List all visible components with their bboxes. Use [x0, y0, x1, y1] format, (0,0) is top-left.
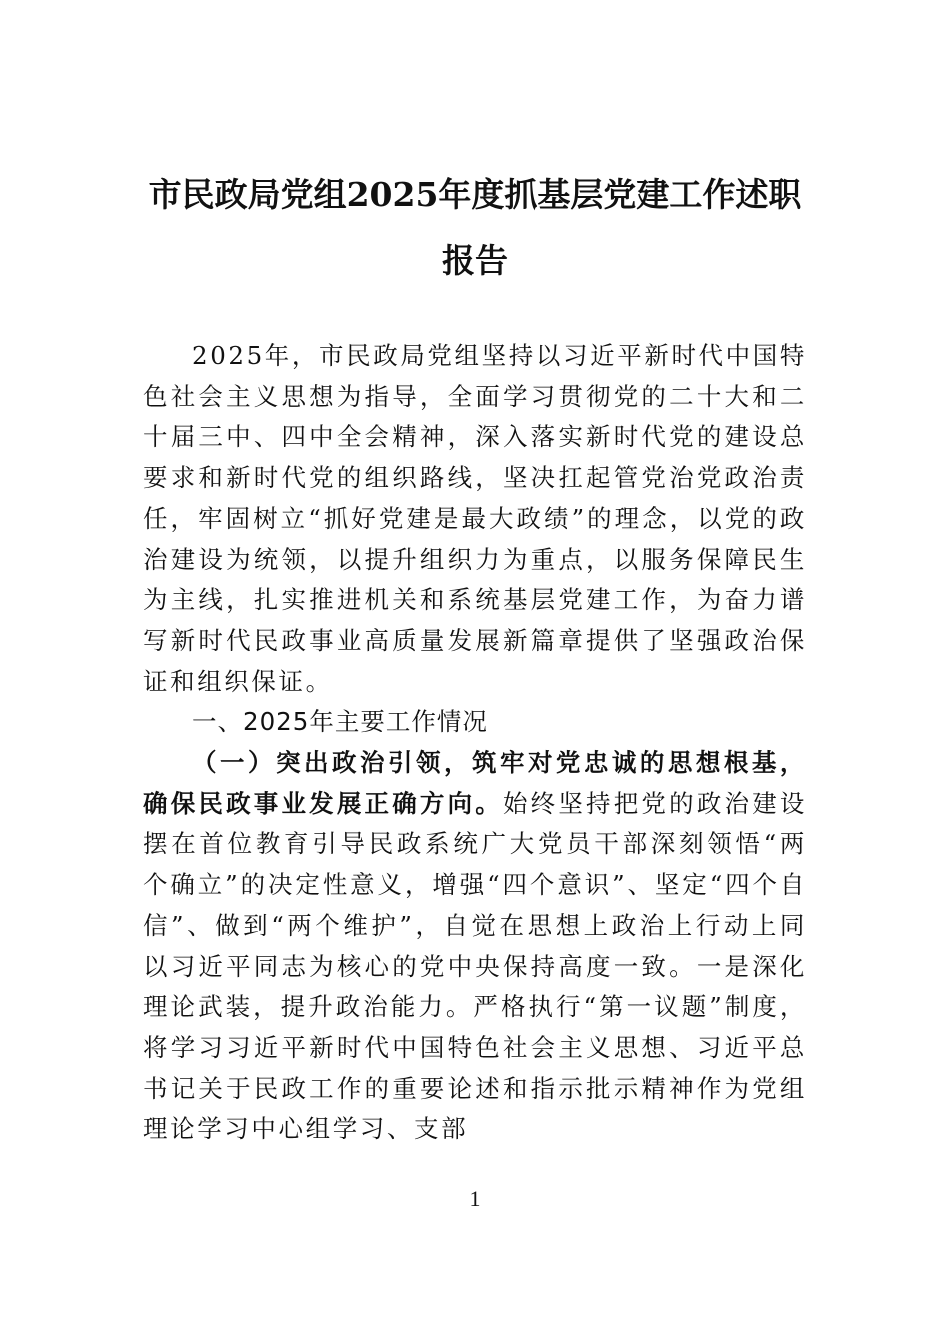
document-body [143, 336, 807, 1150]
document-title: 市民政局党组2025年度抓基层党建工作述职报告 [148, 175, 802, 280]
section-heading-1: 一、2025年主要工作情况 [192, 707, 488, 737]
section-1-paragraph [143, 743, 807, 1150]
page-number: 1 [469, 1186, 481, 1211]
intro-paragraph: 2025年，市民政局党组坚持以习近平新时代中国特色社会主义思想为指导，全面学习贯彻党的二十大和二十届三中、四中全会精神，深入落实新时代党的建设总要求和新时代党的组织路线，坚决扛起管党治党政治责任，牢固树立“抓好党建是最大政绩”的理念，以党的政治建设为统领，以提升组织力为重点，以服务保障民生为主线，扎实推进机关和系统基层党建工作，为奋力谱写新时代民政事业高质量发展新篇章提供了坚强政治保证和组织保证。 [143, 341, 807, 696]
subsection-body-1: 始终坚持把党的政治建设摆在首位教育引导民政系统广大党员干部深刻领悟“两个确立”的决定性意义，增强“四个意识”、坚定“四个自信”、做到“两个维护”，自觉在思想上政治上行动上同以习近平同志为核心的党中央保持高度一致。一是深化理论武装，提升政治能力。严格执行“第一议题”制度，将学习习近平新时代中国特色社会主义思想、习近平总书记关于民政工作的重要论述和指示批示精神作为党组理论学习中心组学习、支部 [143, 788, 807, 1144]
subsection-heading-1: （一）突出政治引领，筑牢对党忠诚的思想根基，确保民政事业发展正确方向。 [143, 748, 807, 818]
